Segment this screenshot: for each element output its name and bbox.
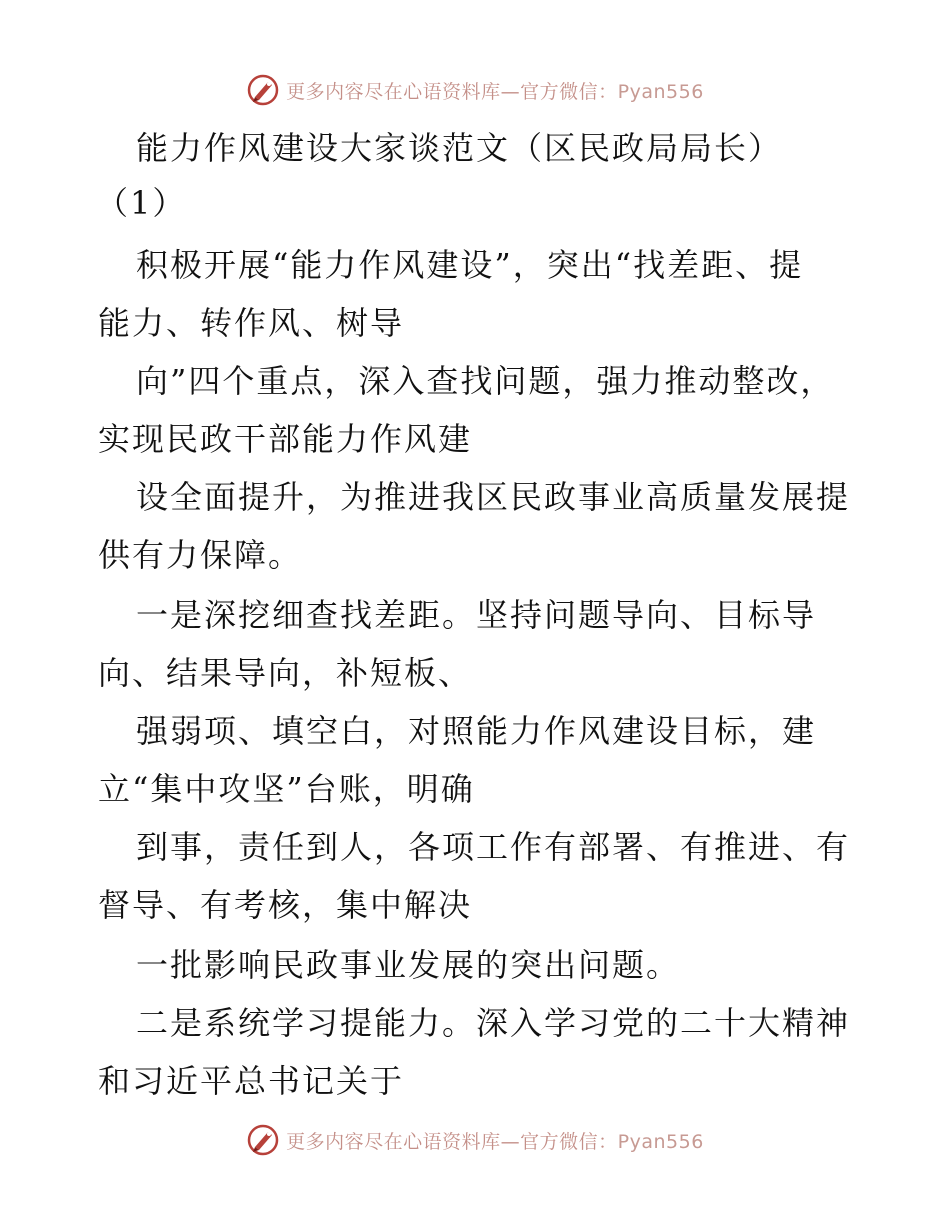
watermark-text: 更多内容尽在心语资料库—官方微信： [286, 80, 618, 103]
pen-logo-icon [246, 73, 280, 107]
footer-watermark [0, 1120, 950, 1160]
paragraph-line: 二是系统学习提能力。深入学习党的二十大精神 [136, 1004, 851, 1042]
paragraph-line: 供有力保障。 [98, 536, 303, 574]
paragraph-line: 能力、转作风、树导 [98, 304, 405, 342]
paragraph-line: 强弱项、填空白，对照能力作风建设目标，建 [136, 712, 817, 750]
paragraph-line: 实现民政干部能力作风建 [98, 420, 473, 458]
document-title-continued: （1） [96, 184, 187, 222]
paragraph-line: 立“集中攻坚”台账，明确 [98, 770, 475, 808]
watermark-wechat-id: Pyan556 [617, 1130, 704, 1153]
paragraph-line: 一批影响民政事业发展的突出问题。 [136, 946, 681, 984]
paragraph-line: 和习近平总书记关于 [98, 1062, 405, 1100]
paragraph-line: 到事，责任到人，各项工作有部署、有推进、有 [136, 828, 851, 866]
watermark-wechat-id: Pyan556 [617, 80, 704, 103]
paragraph-line: 一是深挖细查找差距。坚持问题导向、目标导 [136, 596, 817, 634]
document-title: 能力作风建设大家谈范文（区民政局局长） [136, 129, 783, 167]
paragraph-line: 向、结果导向，补短板、 [98, 654, 473, 692]
paragraph-line: 督导、有考核，集中解决 [98, 886, 473, 924]
header-watermark [0, 70, 950, 110]
paragraph-line: 设全面提升，为推进我区民政事业高质量发展提 [136, 478, 851, 516]
pen-logo-icon [246, 1123, 280, 1157]
watermark-text: 更多内容尽在心语资料库—官方微信： [286, 1130, 618, 1153]
paragraph-line: 积极开展“能力作风建设”，突出“找差距、提 [136, 246, 804, 284]
paragraph-line: 向”四个重点，深入查找问题，强力推动整改， [136, 362, 835, 400]
